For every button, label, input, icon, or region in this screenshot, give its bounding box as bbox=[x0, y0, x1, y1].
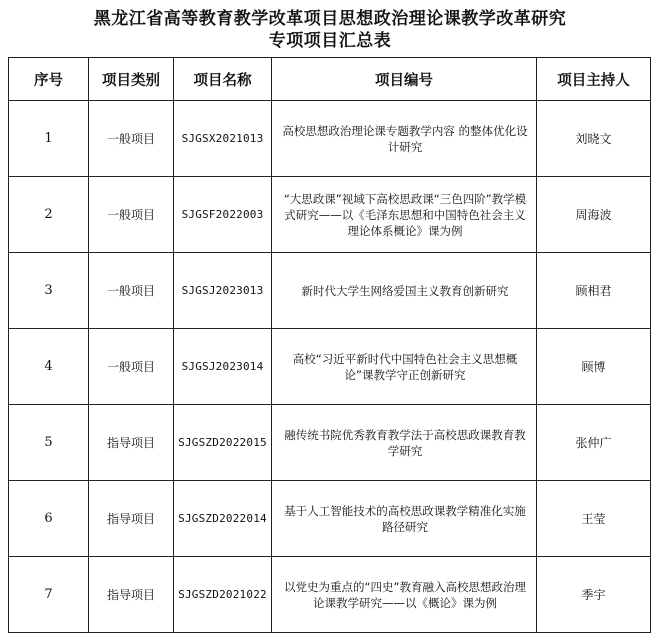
cell-host: 王莹 bbox=[537, 481, 651, 557]
cell-code: SJGSZD2022015 bbox=[174, 405, 272, 481]
project-text: 基于人工智能技术的高校思政课教学精准化实施路径研究 bbox=[284, 503, 526, 534]
document-title bbox=[0, 8, 660, 52]
project-text: 以党史为重点的“四史”教育融入高校思想政治理论课教学研究——以《概论》课为例 bbox=[284, 579, 526, 610]
project-summary-table bbox=[8, 57, 651, 633]
project-text: 高校思想政治理论课专题教学内容 的整体优化设计研究 bbox=[282, 123, 528, 154]
header-seq: 序号 bbox=[9, 58, 89, 101]
table-row bbox=[9, 481, 651, 557]
cell-host: 顾博 bbox=[537, 329, 651, 405]
table-row bbox=[9, 405, 651, 481]
project-text: 高校“习近平新时代中国特色社会主义思想概论”课教学守正创新研究 bbox=[292, 351, 518, 382]
cell-seq: 5 bbox=[9, 405, 89, 481]
project-text: 新时代大学生网络爱国主义教育创新研究 bbox=[301, 283, 509, 298]
cell-seq: 3 bbox=[9, 253, 89, 329]
cell-host: 周海波 bbox=[537, 177, 651, 253]
header-code: 项目编号 bbox=[272, 58, 537, 101]
cell-seq: 7 bbox=[9, 557, 89, 633]
cell-category: 一般项目 bbox=[89, 253, 174, 329]
cell-code: SJGSF2022003 bbox=[174, 177, 272, 253]
cell-category: 一般项目 bbox=[89, 101, 174, 177]
cell-project bbox=[272, 557, 537, 633]
cell-project bbox=[272, 405, 537, 481]
cell-seq: 2 bbox=[9, 177, 89, 253]
project-text: 融传统书院优秀教育教学法于高校思政课教育教学研究 bbox=[284, 427, 526, 458]
cell-category: 指导项目 bbox=[89, 557, 174, 633]
project-text: “大思政课”视域下高校思政课“三色四阶”教学模式研究——以《毛泽东思想和中国特色社会主义理论体系概论》课为例 bbox=[283, 191, 527, 238]
table-row bbox=[9, 557, 651, 633]
table-row bbox=[9, 177, 651, 253]
cell-host: 张仲广 bbox=[537, 405, 651, 481]
cell-project bbox=[272, 329, 537, 405]
cell-project bbox=[272, 101, 537, 177]
cell-project bbox=[272, 481, 537, 557]
cell-seq: 6 bbox=[9, 481, 89, 557]
cell-category: 指导项目 bbox=[89, 405, 174, 481]
header-category: 项目类别 bbox=[89, 58, 174, 101]
cell-seq: 1 bbox=[9, 101, 89, 177]
cell-host: 顾相君 bbox=[537, 253, 651, 329]
cell-code: SJGSX2021013 bbox=[174, 101, 272, 177]
table-row bbox=[9, 253, 651, 329]
cell-category: 一般项目 bbox=[89, 177, 174, 253]
cell-category: 一般项目 bbox=[89, 329, 174, 405]
header-name: 项目名称 bbox=[174, 58, 272, 101]
table-header-row bbox=[9, 58, 651, 101]
cell-seq: 4 bbox=[9, 329, 89, 405]
cell-code: SJGSZD2022014 bbox=[174, 481, 272, 557]
title-line-1: 黑龙江省高等教育教学改革项目思想政治理论课教学改革研究 bbox=[93, 9, 567, 29]
table-row bbox=[9, 101, 651, 177]
cell-host: 季宇 bbox=[537, 557, 651, 633]
table-row bbox=[9, 329, 651, 405]
cell-code: SJGSZD2021022 bbox=[174, 557, 272, 633]
cell-project bbox=[272, 177, 537, 253]
title-line-2: 专项项目汇总表 bbox=[268, 31, 392, 51]
cell-code: SJGSJ2023013 bbox=[174, 253, 272, 329]
cell-host: 刘晓文 bbox=[537, 101, 651, 177]
cell-code: SJGSJ2023014 bbox=[174, 329, 272, 405]
cell-category: 指导项目 bbox=[89, 481, 174, 557]
header-host: 项目主持人 bbox=[537, 58, 651, 101]
cell-project bbox=[272, 253, 537, 329]
